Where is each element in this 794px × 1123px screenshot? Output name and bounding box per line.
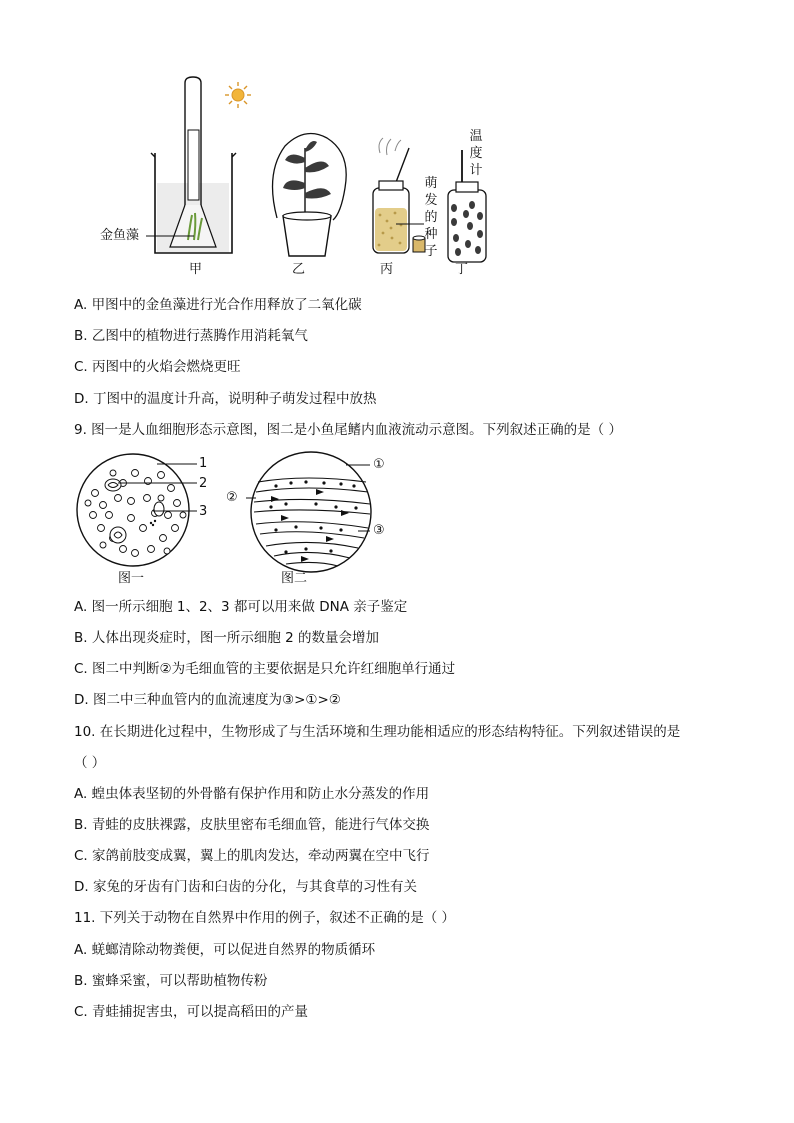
q10-option-d: D. 家兔的牙齿有门齿和臼齿的分化，与其食草的习性有关 (74, 879, 417, 895)
fig1-label: 图一 (118, 571, 145, 586)
sun-icon (225, 82, 251, 108)
q10-option-a: A. 蝗虫体表坚韧的外骨骼有保护作用和防止水分蒸发的作用 (74, 786, 430, 802)
fig2-callout-2: ② (226, 490, 238, 505)
q9-stem: 9. 图一是人血细胞形态示意图，图二是小鱼尾鳍内血液流动示意图。下列叙述正确的是（ ） (74, 422, 622, 438)
thermometer-label: 温度计 (469, 129, 483, 178)
q8-option-d: D. 丁图中的温度计升高，说明种子萌发过程中放热 (74, 391, 377, 407)
fig2-callout-1: ① (373, 457, 385, 472)
q9-option-c: C. 图二中判断②为毛细血管的主要依据是只允许红细胞单行通过 (74, 661, 456, 677)
q10-option-b: B. 青蛙的皮肤裸露，皮肤里密布毛细血管，能进行气体交换 (74, 817, 430, 833)
goldfish-weed-leader-line (146, 234, 196, 238)
q9-option-a: A. 图一所示细胞 1、2、3 都可以用来做 DNA 亲子鉴定 (74, 599, 408, 615)
q11-option-a: A. 蜣螂清除动物粪便，可以促进自然界的物质循环 (74, 942, 376, 958)
q8-option-c: C. 丙图中的火焰会燃烧更旺 (74, 359, 241, 375)
blood-cell-figure-1 (73, 453, 203, 573)
q11-stem: 11. 下列关于动物在自然界中作用的例子，叙述不正确的是（ ） (74, 910, 456, 926)
q8-option-b: B. 乙图中的植物进行蒸腾作用消耗氧气 (74, 328, 308, 344)
q11-option-c: C. 青蛙捕捉害虫，可以提高稻田的产量 (74, 1004, 309, 1020)
potted-plant-yi-illustration (265, 128, 355, 258)
blood-flow-figure-2 (246, 452, 386, 577)
q10-option-c: C. 家鸽前肢变成翼，翼上的肌肉发达，牵动两翼在空中飞行 (74, 848, 430, 864)
q9-option-d: D. 图二中三种血管内的血流速度为③>①>② (74, 692, 341, 708)
fig2-callout-3: ③ (373, 523, 385, 538)
label-yi: 乙 (292, 262, 306, 277)
sprouting-seeds-leader-line (396, 222, 426, 226)
fig2-label: 图二 (281, 571, 308, 586)
fig1-callout-1: 1 (199, 456, 208, 471)
q10-paren: （ ） (74, 755, 106, 771)
q11-option-b: B. 蜜蜂采蜜，可以帮助植物传粉 (74, 973, 268, 989)
q9-option-b: B. 人体出现炎症时，图一所示细胞 2 的数量会增加 (74, 630, 380, 646)
q8-option-a: A. 甲图中的金鱼藻进行光合作用释放了二氧化碳 (74, 297, 362, 313)
q10-stem: 10. 在长期进化过程中，生物形成了与生活环境和生理功能相适应的形态结构特征。下列叙述错误的是 (74, 724, 681, 740)
sprouting-seeds-label: 萌发的种子 (424, 176, 438, 259)
goldfish-weed-label: 金鱼藻 (100, 228, 140, 243)
label-ding: 丁 (455, 262, 469, 277)
label-jia: 甲 (189, 262, 203, 277)
label-bing: 丙 (380, 262, 394, 277)
fig1-callout-2: 2 (199, 476, 208, 491)
fig1-callout-3: 3 (199, 504, 208, 519)
